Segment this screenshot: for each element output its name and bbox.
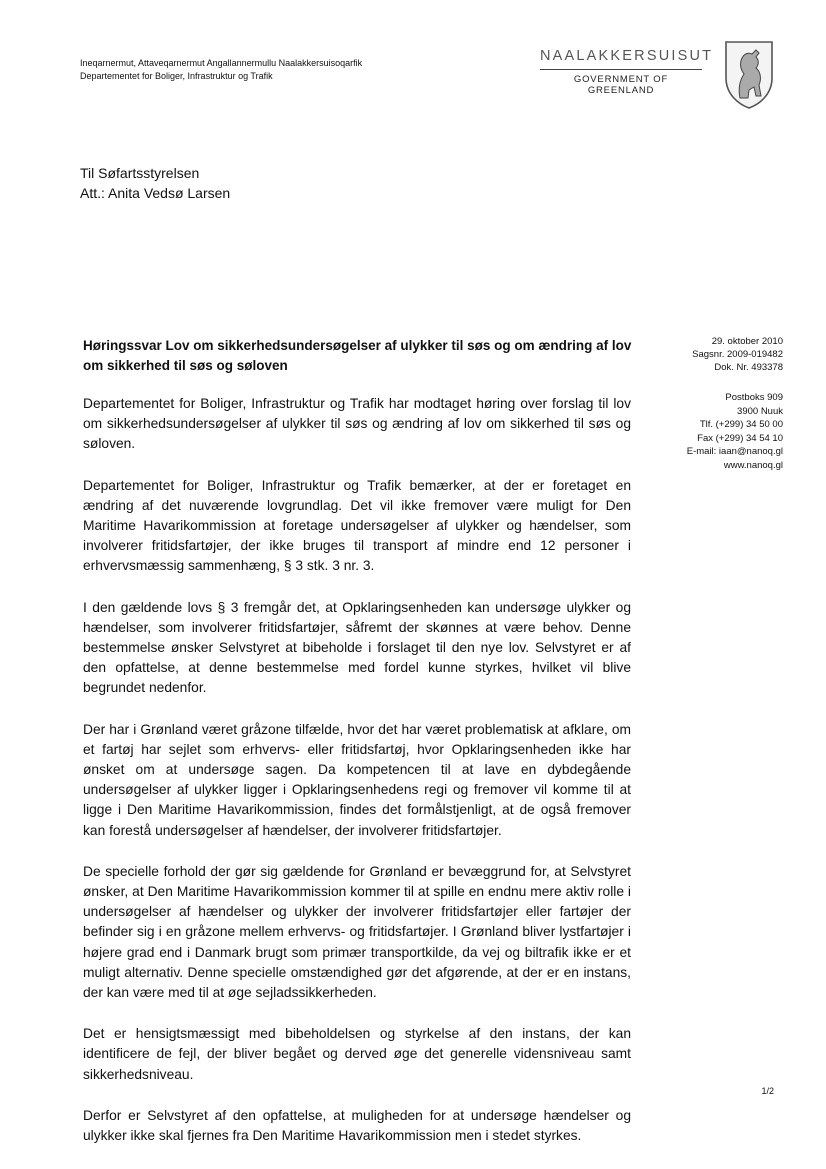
body-paragraph: Der har i Grønland været gråzone tilfælde, hvor det har været problematisk at afklare, om et fartøj har sejlet som erhvervs- eller fritidsfartøj, hvor Opklaringsenheden ikke har ønsket om at undersøge sagen. Da kompetencen til at lave en dybdegående undersøgelser af ulykker ligger i Opklaringsenhedens regi og fremover vil komme til at ligge i Den Maritime Havarikommission, findes det formålstjenligt, at de også fremover kan forestå undersøgelser af hændelser, der involverer fritidsfartøjer. <box>83 721 631 838</box>
page-number: 1/2 <box>761 1086 774 1096</box>
recipient-to: Til Søfartsstyrelsen <box>80 165 200 181</box>
letter-date: 29. oktober 2010 <box>711 336 783 347</box>
logo-divider <box>540 69 702 70</box>
department-name-greenlandic: Ineqarnermut, Attaveqarnermut Angallannermullu Naalakkersuisoqarfik <box>80 58 363 68</box>
polar-bear-shield-icon <box>722 38 776 110</box>
recipient-attention: Att.: Anita Vedsø Larsen <box>80 185 231 201</box>
logo-name: NAALAKKERSUISUT <box>540 48 714 64</box>
fax: Fax (+299) 34 54 10 <box>697 432 783 444</box>
recipient-block <box>80 163 230 203</box>
body-paragraph: Departementet for Boliger, Infrastruktur og Trafik har modtaget høring over forslag til lov om sikkerhedsundersøgelser af ulykker til søs og ændring af lov om sikkerhed til søs og søloven. <box>83 396 631 452</box>
department-header <box>80 57 362 83</box>
case-number: Sagsnr. 2009-019482 <box>692 349 783 360</box>
body-paragraph: Derfor er Selvstyret af den opfattelse, at muligheden for at undersøge hændelser og ulykker ikke skal fjernes fra Den Maritime Havarikommission men i stedet styrkes. <box>83 1107 631 1144</box>
body-paragraph: Det er hensigtsmæssigt med bibeholdelsen og styrkelse af den instans, der kan identificere de fejl, der bliver begået og derved øge det generelle vidensniveau samt sikkerhedsniveau. <box>83 1026 631 1082</box>
body-paragraph: I den gældende lovs § 3 fremgår det, at Opklaringsenheden kan undersøge ulykker og hændelser, som involverer fritidsfartøjer, såfremt der skønnes at være behov. Denne bestemmelse ønsker Selvstyret at bibeholde i forslaget til den nye lov. Selvstyret er af den opfattelse, at denne bestemmelse med fordel kunne styrkes, hvilket vil blive begrundet nedenfor. <box>83 599 631 696</box>
website: www.nanoq.gl <box>723 459 783 471</box>
body-paragraph: De specielle forhold der gør sig gældende for Grønland er bevæggrund for, at Selvstyret ønsker, at Den Maritime Havarikommission kommer til at spille en endnu mere aktiv rolle i undersøgelser af hændelser og ulykker der involverer fritidsfartøjer eller fartøjer der befinder sig i en gråzone mellem erhvervs- og fritidsfartøjer. I Grønland bliver lystfartøjer i højere grad end i Danmark brugt som primær transportkilde, da vej og biltrafik ikke er et muligt alternativ. Denne specielle omstændighed gør det afgørende, at der er en instans, der kan være med til at øge sejladssikkerheden. <box>83 863 631 1001</box>
city: 3900 Nuuk <box>737 405 783 417</box>
document-number: Dok. Nr. 493378 <box>714 362 783 373</box>
letter-meta <box>692 335 783 374</box>
logo-subtitle: GOVERNMENT OF GREENLAND <box>573 74 669 96</box>
po-box: Postboks 909 <box>725 392 783 403</box>
email: E-mail: iaan@nanoq.gl <box>686 446 783 457</box>
body-paragraph: Departementet for Boliger, Infrastruktur og Trafik bemærker, at der er foretaget en ændring af det nuværende lovgrundlag. Det vil ikke fremover være muligt for Den Maritime Havarikommission at foretage undersøgelser af ulykker og hændelser, som involverer fritidsfartøjer, der ikke bruges til transport af mindre end 12 personer i erhvervsmæssig sammenhæng, § 3 stk. 3 nr. 3. <box>83 477 631 574</box>
government-logo <box>540 48 714 96</box>
contact-block <box>687 391 783 472</box>
phone: Tlf. (+299) 34 50 00 <box>699 419 783 430</box>
letter-body <box>83 394 631 1167</box>
department-name-danish: Departementet for Boliger, Infrastruktur og Trafik <box>80 71 273 81</box>
letter-subject: Høringssvar Lov om sikkerhedsundersøgelser af ulykker til søs og om ændring af lov om sikkerhed til søs og søloven <box>83 338 632 373</box>
